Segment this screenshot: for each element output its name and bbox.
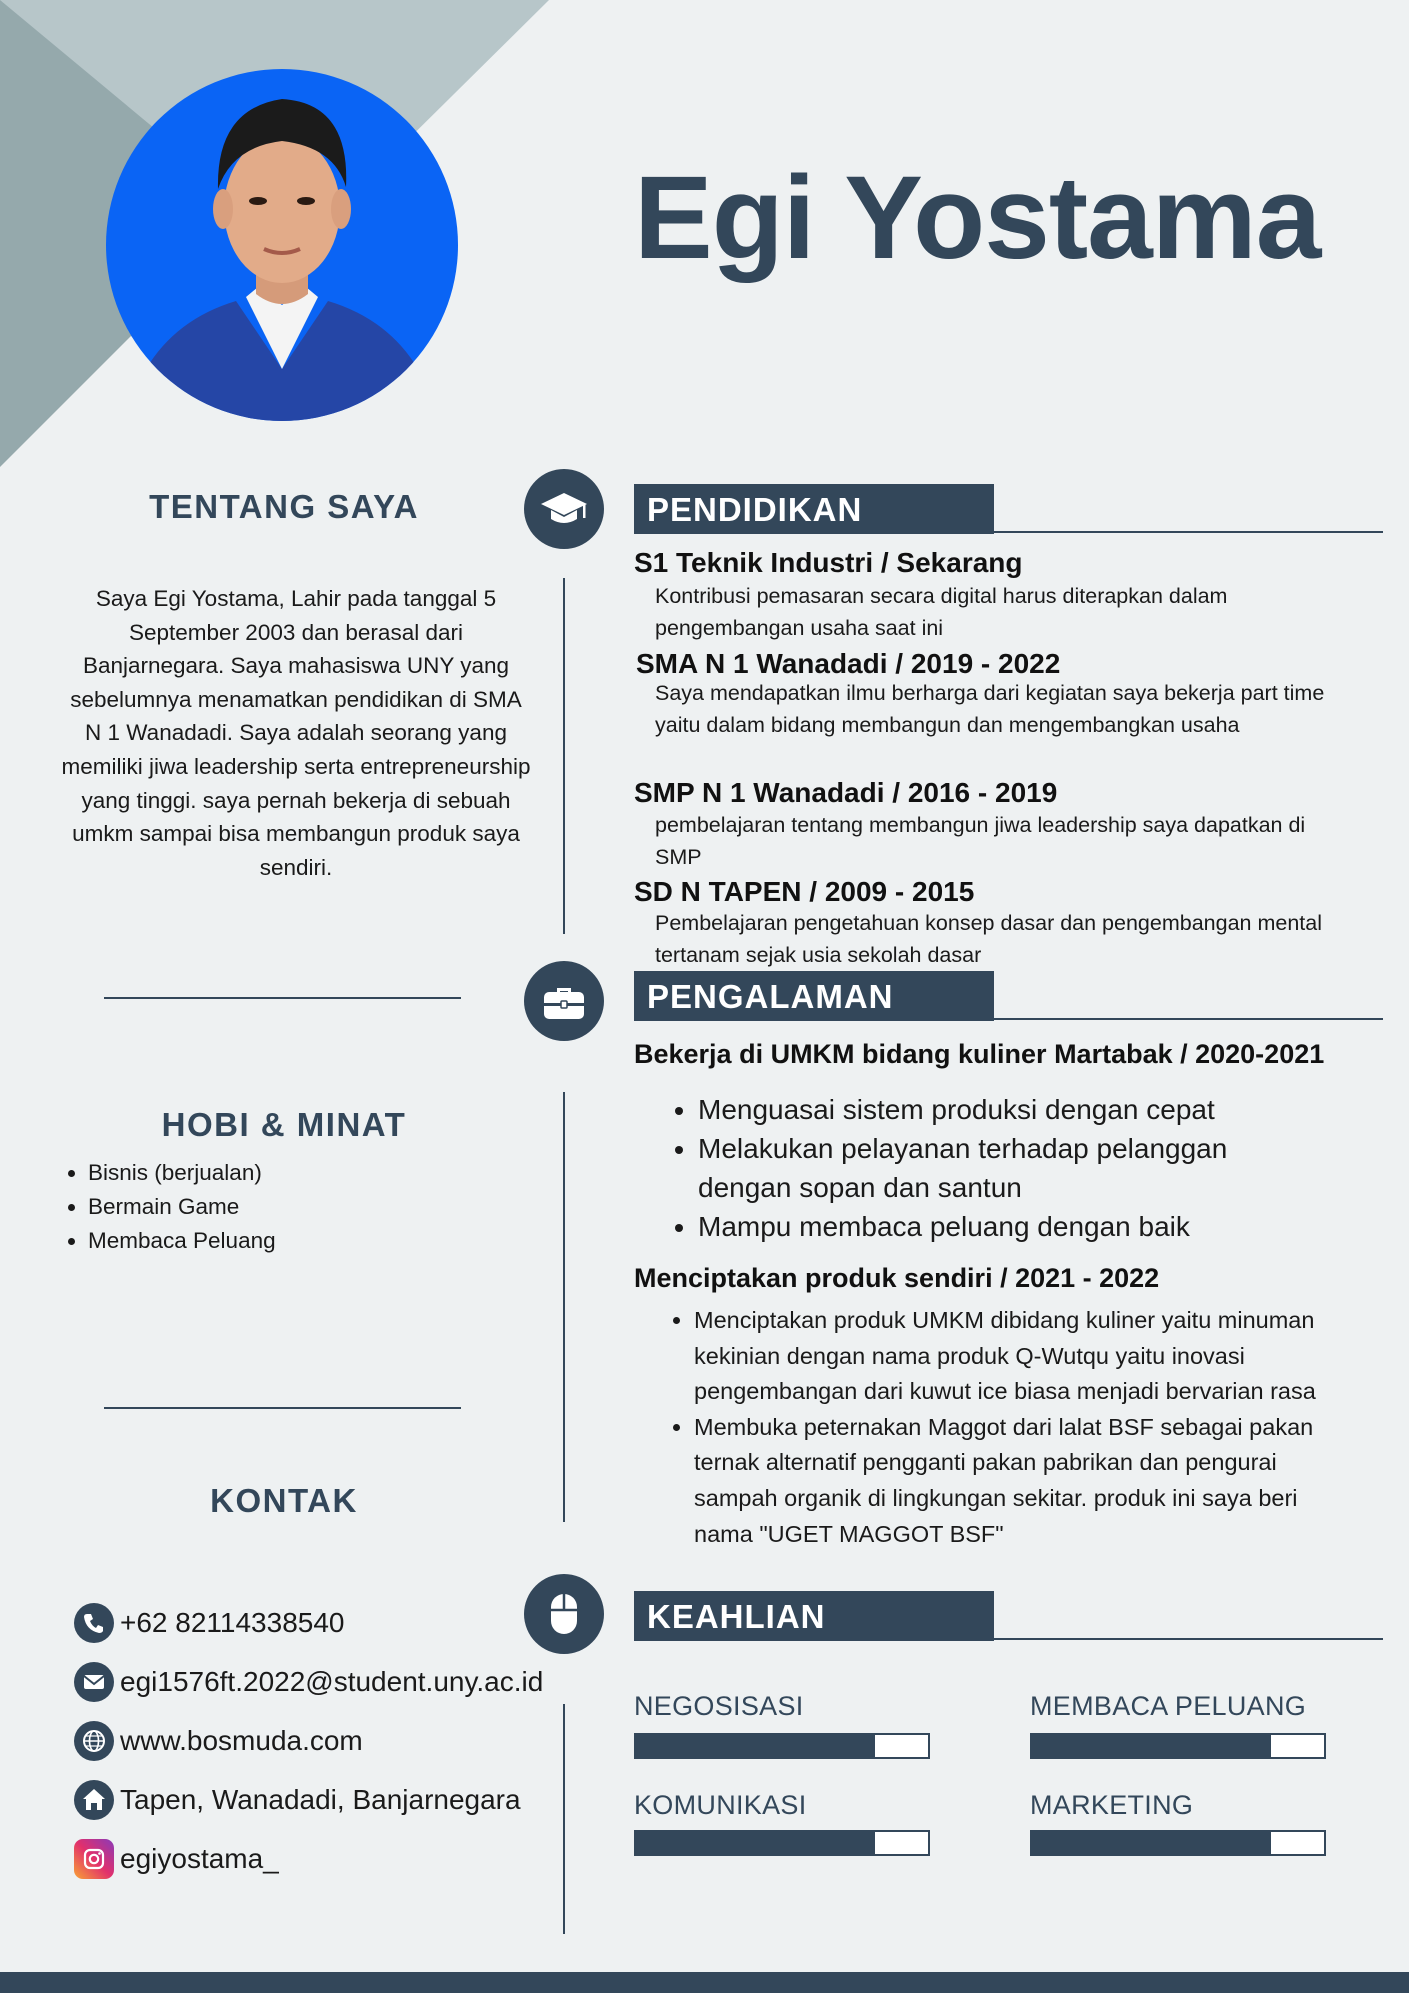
experience-bullets <box>670 1090 1320 1246</box>
experience-item-title: Menciptakan produk sendiri / 2021 - 2022 <box>634 1263 1160 1293</box>
website-url: www.bosmuda.com <box>120 1725 363 1756</box>
contact-address <box>74 1778 521 1822</box>
skill-bar-fill <box>636 1735 875 1757</box>
full-name: Egi Yostama <box>634 152 1321 284</box>
skill-bar-fill <box>1032 1735 1271 1757</box>
list-item: • Melakukan pelayanan terhadap pelanggan dengan sopan dan santun <box>698 1129 1320 1207</box>
contact-instagram[interactable] <box>74 1837 279 1881</box>
education-item-desc: Saya mendapatkan ilmu berharga dari kegiatan saya bekerja part time yaitu dalam bidang membangun dan mengembangkan usaha <box>655 681 1325 737</box>
about-title: TENTANG SAYA <box>149 488 419 525</box>
divider <box>104 997 461 999</box>
home-icon <box>74 1780 114 1820</box>
section-rule <box>634 1638 1383 1640</box>
skill-label: NEGOSISASI <box>634 1691 804 1721</box>
email-icon <box>74 1662 114 1702</box>
skills-heading: KEAHLIAN <box>634 1591 994 1641</box>
email-address: egi1576ft.2022@student.uny.ac.id <box>120 1666 544 1697</box>
education-item-desc: Pembelajaran pengetahuan konsep dasar dan pengembangan mental tertanam sejak usia sekolah dasar <box>655 911 1323 967</box>
experience-heading: PENGALAMAN <box>634 971 994 1021</box>
list-item: • Menguasai sistem produksi dengan cepat <box>698 1090 1320 1129</box>
skill-bar-fill <box>636 1832 875 1854</box>
mouse-icon <box>524 1574 604 1654</box>
education-item-desc: pembelajaran tentang membangun jiwa leadership saya dapatkan di SMP <box>655 813 1306 869</box>
experience-item-title: Bekerja di UMKM bidang kuliner Martabak / 2020-2021 <box>634 1039 1325 1069</box>
contact-email[interactable] <box>74 1660 543 1704</box>
list-item: • Membuka peternakan Maggot dari lalat BSF sebagai pakan ternak alternatif pengganti pakan pabrikan dan pengurai sampah organik di lingkungan sekitar. produk ini saya beri nama "UGET MAGGOT BSF" <box>694 1410 1320 1552</box>
timeline-line <box>563 1704 565 1934</box>
section-rule <box>634 531 1383 533</box>
contact-website[interactable] <box>74 1719 363 1763</box>
skill-bar <box>634 1733 930 1759</box>
address-text: Tapen, Wanadadi, Banjarnegara <box>120 1784 521 1815</box>
hobby-list <box>60 1156 460 1258</box>
footer-bar <box>0 1972 1409 1993</box>
timeline-line <box>563 1092 565 1522</box>
list-item: • Bermain Game <box>88 1190 460 1224</box>
phone-number: +62 82114338540 <box>120 1607 345 1638</box>
briefcase-icon <box>524 961 604 1041</box>
skill-label: MEMBACA PELUANG <box>1030 1691 1307 1721</box>
instagram-icon <box>74 1839 114 1879</box>
skill-label: MARKETING <box>1030 1790 1194 1820</box>
skill-bar <box>1030 1733 1326 1759</box>
contact-phone[interactable] <box>74 1601 345 1645</box>
section-rule <box>634 1018 1383 1020</box>
skill-bar <box>1030 1830 1326 1856</box>
globe-icon <box>74 1721 114 1761</box>
divider <box>104 1407 461 1409</box>
list-item: • Menciptakan produk UMKM dibidang kuliner yaitu minuman kekinian dengan nama produk Q-Wutqu yaitu inovasi pengembangan dari kuwut ice biasa menjadi bervarian rasa <box>694 1303 1320 1410</box>
hobbies-title: HOBI & MINAT <box>161 1106 407 1143</box>
skill-bar-fill <box>1032 1832 1271 1854</box>
skill-label: KOMUNIKASI <box>634 1790 807 1820</box>
experience-bullets <box>670 1303 1320 1552</box>
phone-icon <box>74 1603 114 1643</box>
about-text: Saya Egi Yostama, Lahir pada tanggal 5 September 2003 dan berasal dari Banjarnegara. Saya mahasiswa UNY yang sebelumnya menamatkan pendidikan di SMA N 1 Wanadadi. Saya adalah seorang yang memiliki jiwa leadership serta entrepreneurship yang tinggi. saya pernah bekerja di sebuah umkm sampai bisa membangun produk saya sendiri. <box>61 586 531 880</box>
education-item-desc: Kontribusi pemasaran secara digital harus diterapkan dalam pengembangan usaha saat ini <box>655 584 1228 640</box>
education-item-title: SMP N 1 Wanadadi / 2016 - 2019 <box>634 777 1058 808</box>
education-heading: PENDIDIKAN <box>634 484 994 534</box>
graduation-cap-icon <box>524 469 604 549</box>
contact-title: KONTAK <box>210 1482 358 1519</box>
list-item: • Bisnis (berjualan) <box>88 1156 460 1190</box>
education-item-title: S1 Teknik Industri / Sekarang <box>634 547 1023 578</box>
skill-bar <box>634 1830 930 1856</box>
profile-photo <box>106 69 458 421</box>
education-item-title: SD N TAPEN / 2009 - 2015 <box>634 876 975 907</box>
list-item: • Mampu membaca peluang dengan baik <box>698 1207 1320 1246</box>
timeline-line <box>563 578 565 934</box>
instagram-handle: egiyostama_ <box>120 1843 279 1874</box>
education-item-title: SMA N 1 Wanadadi / 2019 - 2022 <box>636 648 1061 679</box>
list-item: • Membaca Peluang <box>88 1224 460 1258</box>
